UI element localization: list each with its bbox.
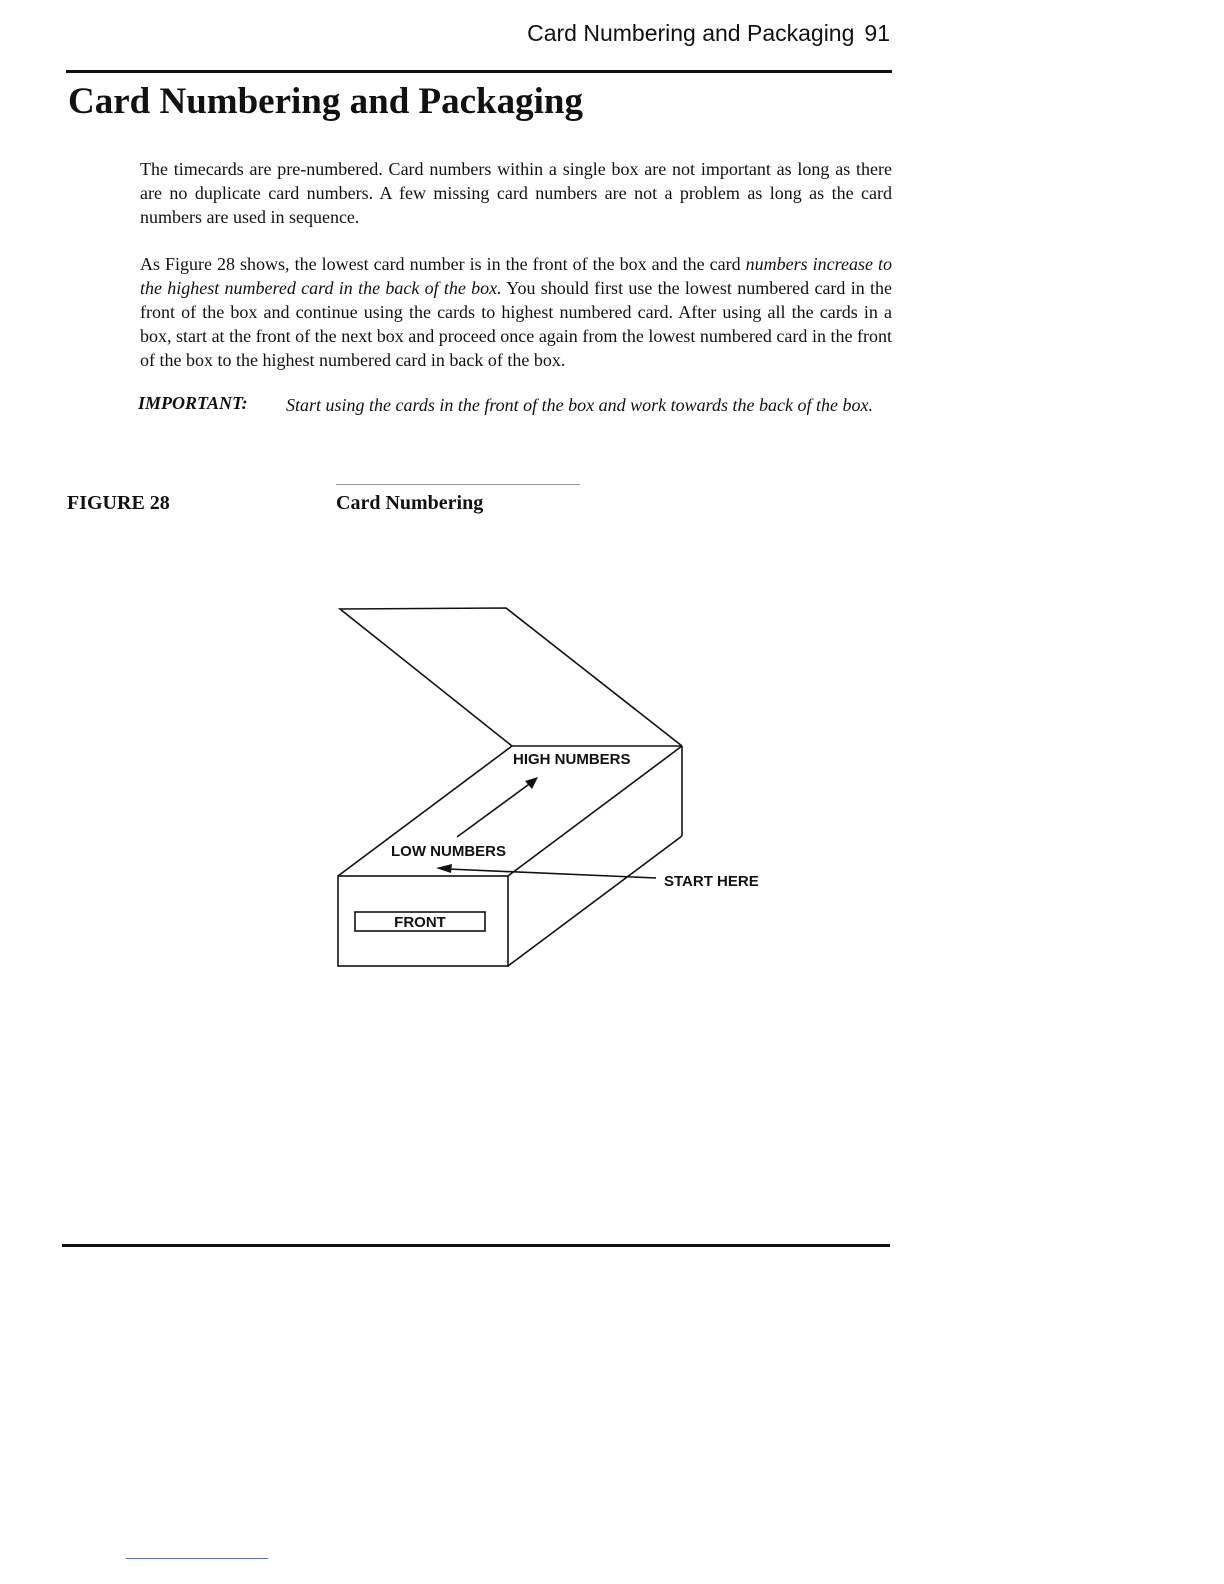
page-number: 91 [864, 20, 890, 46]
important-label: IMPORTANT: [138, 393, 248, 413]
low-numbers-label: LOW NUMBERS [391, 843, 506, 860]
box-left-top-edge [338, 746, 512, 876]
figure-title-rule [336, 484, 580, 485]
start-here-label: START HERE [664, 873, 759, 890]
paragraph-1 [140, 157, 892, 229]
box-right-top-edge [508, 746, 682, 876]
direction-arrow-head [525, 777, 538, 789]
start-pointer-line [448, 869, 656, 878]
front-label-frame [355, 912, 485, 931]
high-numbers-label: HIGH NUMBERS [513, 751, 631, 768]
box-lid [340, 608, 682, 746]
paragraph-1-text: The timecards are pre-numbered. Card numbers within a single box are not important as long as there are no duplicate card numbers. A few missing card numbers are not a problem as long as the card numbers are used in sequence. [140, 159, 892, 227]
important-text: Start using the cards in the front of the box and work towards the back of the box. [286, 395, 873, 415]
direction-arrow-shaft [457, 782, 532, 837]
paragraph-2-text-end: You should first use the lowest numbered card in the front of the box and continue using the cards to highest numbered card. After using all the cards in a box, start at the front of the next box and proceed once again from the lowest numbered card in the front of the box to the highest numbered card in back of the box. [140, 278, 892, 370]
footer-mark [126, 1558, 268, 1559]
front-label: FRONT [394, 914, 446, 931]
start-pointer-arrowhead [436, 864, 452, 873]
running-header [527, 20, 890, 47]
section-title: Card Numbering and Packaging [68, 81, 583, 122]
paragraph-2 [140, 252, 892, 372]
figure-title: Card Numbering [336, 492, 484, 514]
header-rule [66, 70, 892, 73]
figure-number: FIGURE 28 [67, 492, 170, 514]
box-right-bottom-edge [508, 836, 682, 966]
footer-rule [62, 1244, 890, 1247]
box-front-face [338, 876, 508, 966]
paragraph-2-text-start: As Figure 28 shows, the lowest card number is in the front of the box and the card [140, 254, 746, 274]
running-header-title: Card Numbering and Packaging [527, 20, 855, 46]
paragraph-2-emphasis: numbers increase to the highest numbered card in the back of the box. [140, 254, 892, 298]
